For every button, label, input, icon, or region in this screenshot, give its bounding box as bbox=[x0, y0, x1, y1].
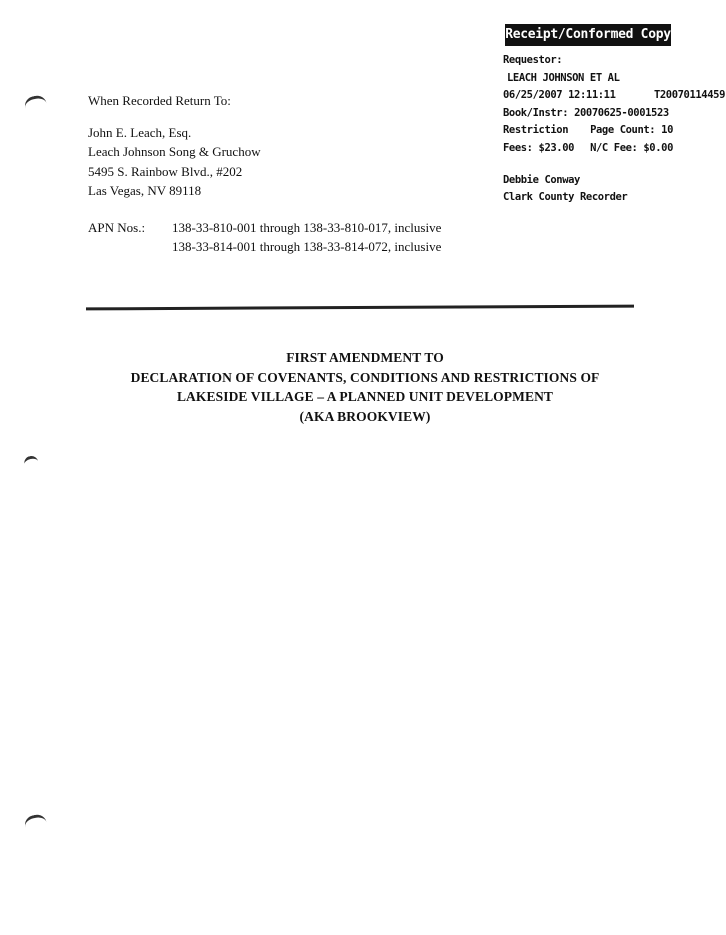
address-line: 5495 S. Rainbow Blvd., #202 bbox=[88, 163, 243, 179]
stamp-datetime-row bbox=[503, 87, 725, 105]
title-line: LAKESIDE VILLAGE – A PLANNED UNIT DEVELOPMENT bbox=[176, 389, 554, 404]
document-title bbox=[110, 348, 620, 426]
address-line: Las Vegas, NV 89118 bbox=[88, 182, 202, 198]
stamp-restriction: Restriction bbox=[503, 124, 569, 137]
stamp-requestor-label: Requestor: bbox=[503, 54, 563, 66]
return-to-heading: When Recorded Return To: bbox=[88, 93, 231, 108]
stamp-fees-row bbox=[503, 140, 673, 158]
stamp-book-row bbox=[503, 105, 725, 123]
title-line: FIRST AMENDMENT TO bbox=[286, 350, 444, 365]
apn-line: 138-33-814-001 through 138-33-814-072, inclusive bbox=[172, 239, 442, 254]
binder-mark bbox=[23, 813, 47, 828]
stamp-transaction: T20070114459 bbox=[653, 89, 725, 102]
stamp-recorder-name: Debbie Conway bbox=[503, 173, 580, 186]
return-address bbox=[88, 123, 261, 200]
stamp-book-label: Book/Instr: bbox=[503, 106, 569, 119]
stamp-book-value: 20070625-0001523 bbox=[574, 106, 669, 119]
stamp-nc-fee: N/C Fee: $0.00 bbox=[590, 141, 673, 154]
horizontal-rule bbox=[86, 305, 634, 311]
title-line: DECLARATION OF COVENANTS, CONDITIONS AND RESTRICTIONS OF bbox=[130, 369, 600, 385]
address-line: John E. Leach, Esq. bbox=[88, 125, 192, 140]
stamp-datetime: 06/25/2007 12:11:11 bbox=[503, 89, 616, 102]
address-line: Leach Johnson Song & Gruchow bbox=[88, 144, 261, 160]
stamp-fees: Fees: $23.00 bbox=[503, 141, 575, 154]
title-line: (AKA BROOKVIEW) bbox=[299, 408, 431, 424]
stamp-restriction-row bbox=[503, 122, 673, 140]
apn-line: 138-33-810-001 through 138-33-810-017, inclusive bbox=[172, 220, 442, 235]
stamp-requestor-name: LEACH JOHNSON ET AL bbox=[507, 71, 620, 84]
stamp-page-count: Page Count: 10 bbox=[590, 124, 673, 137]
apn-label: APN Nos.: bbox=[88, 220, 146, 235]
receipt-stamp-title: Receipt/Conformed Copy bbox=[505, 24, 671, 46]
stamp-recorder-title: Clark County Recorder bbox=[503, 191, 628, 204]
binder-mark bbox=[23, 455, 39, 469]
binder-mark bbox=[23, 94, 47, 109]
receipt-stamp bbox=[503, 52, 725, 207]
